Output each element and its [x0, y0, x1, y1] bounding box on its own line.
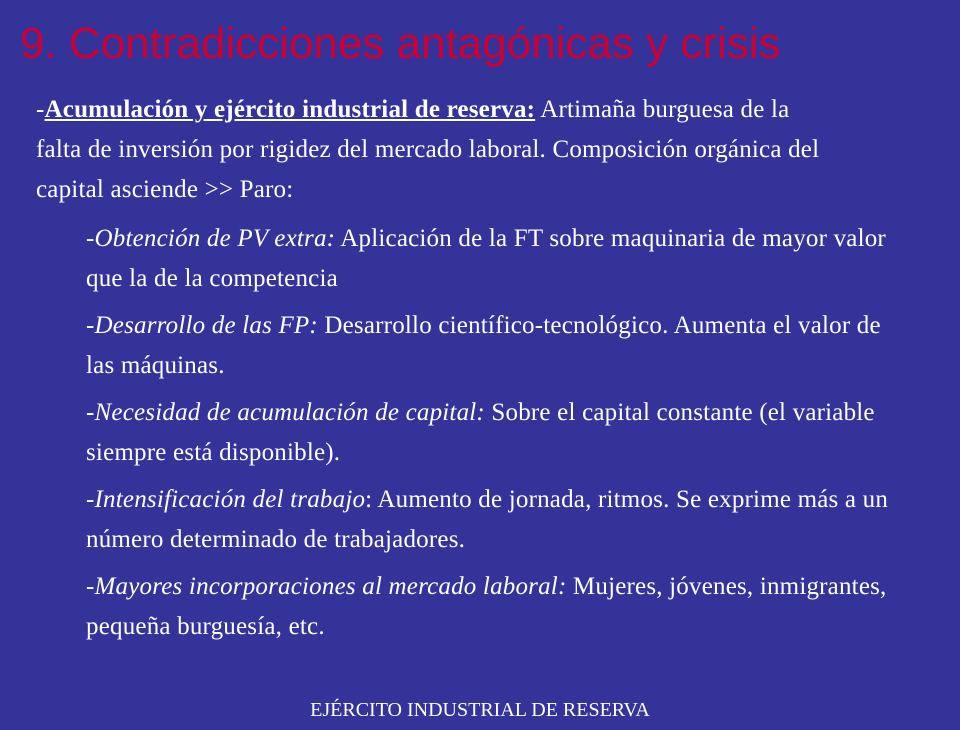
list-item-text: : Aumento de jornada, ritmos. Se exprime más a un número determinado de trabajadores. — [86, 486, 889, 553]
list-item-text: Aplicación de la FT sobre maquinaria de mayor valor que la de la competencia — [86, 225, 886, 292]
list-item-text: Mujeres, jóvenes, inmigrantes, pequeña burguesía, etc. — [86, 573, 887, 640]
intro-paragraph — [36, 90, 836, 210]
slide-title: 9. Contradicciones antagónicas y crisis — [20, 19, 781, 68]
list-item-label: -Mayores incorporaciones al mercado laboral: — [86, 573, 567, 600]
list-item-label: -Desarrollo de las FP: — [86, 312, 318, 339]
intro-lead: Acumulación y ejército industrial de reserva: — [44, 96, 536, 123]
list-item-fuerzas-productivas — [36, 306, 906, 386]
list-item-text: Desarrollo científico-tecnológico. Aumenta el valor de las máquinas. — [86, 312, 881, 379]
intro-prefix: - — [36, 96, 45, 123]
list-item-text: Sobre el capital constante (el variable siempre está disponible). — [86, 399, 875, 466]
intro-text: Artimaña burguesa de la falta de inversión por rigidez del mercado laboral. Composición orgánica del capital asciende >> Paro: — [36, 96, 820, 203]
list-item-label: -Obtención de PV extra: — [86, 225, 336, 252]
footer-caption: EJÉRCITO INDUSTRIAL DE RESERVA — [310, 699, 650, 721]
list-item-plusvalia — [36, 219, 906, 299]
list-item-label: -Necesidad de acumulación de capital: — [86, 399, 485, 426]
list-item-acumulacion — [36, 393, 906, 473]
slide-body — [36, 90, 936, 647]
list-item-label: -Intensificación del trabajo — [86, 486, 366, 513]
list-item-incorporaciones — [36, 567, 906, 647]
list-item-intensificacion — [36, 480, 906, 560]
